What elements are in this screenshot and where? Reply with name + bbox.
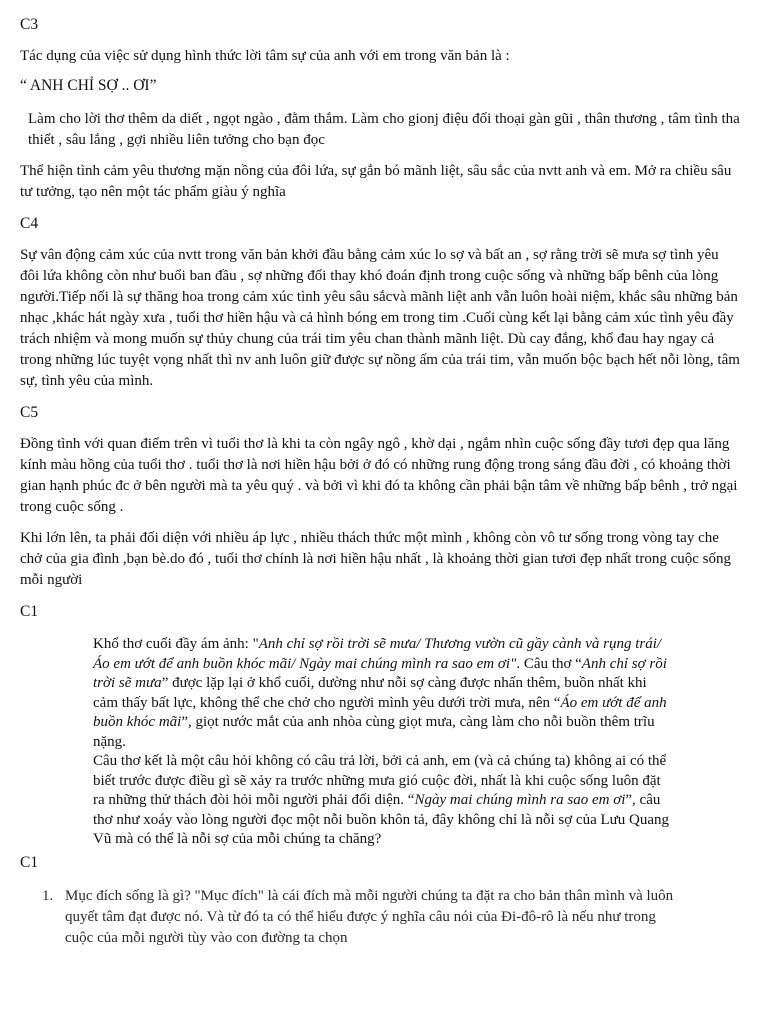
c3-paragraph-1: Làm cho lời thơ thêm da diết , ngọt ngào , đằm thắm. Làm cho gionj điệu đối thoại gàn gũi , thân thương , tâm tình tha thiết , sâu lắng , gợi nhiều liên tưởng cho bạn đọc [28,111,740,148]
c1-poem-quote: Áo em ướt để anh buồn khóc mãi [93,694,667,730]
list-item-text: Mục đích sống là gì? "Mục đích" là cái đích mà mỗi người chúng ta đặt ra cho bản thân mình và luôn quyết tâm đạt được nó. Và từ đó ta có thể hiểu được ý nghĩa câu nói của Đi-đô-rô là nếu như trong cuộc của mỗi người tùy vào con đường ta chọn [65,887,674,946]
c1-poem-quote: Anh chỉ sợ rồi trời sẽ mưa/ Thương vườn cũ gầy cành và rụng trái/ Áo em ướt để anh buồn khóc mãi/ Ngày mai chúng mình ra sao em ơi" [93,636,662,672]
heading-c1-first: C1 [20,603,39,620]
list-item-number: 1. [42,887,54,904]
c3-quote: “ ANH CHỈ SỢ .. ƠI” [20,77,157,94]
c1-text-span: . Câu thơ “ [516,655,582,672]
heading-c4: C4 [20,215,39,232]
c1-text-span: Khổ thơ cuối đầy ám ảnh: " [93,636,259,652]
document-page [20,14,740,949]
numbered-list-item [20,886,683,949]
heading-c3: C3 [20,16,39,33]
c1-analysis-paragraph-1 [93,635,675,752]
c5-paragraph-2: Khi lớn lên, ta phải đối diện với nhiều áp lực , nhiều thách thức một mình , không còn vô tư sống trong vòng tay che chở của gia đình ,bạn bè.do đó , tuổi thơ chính là nơi hiền hậu nhất , là khoảng thời gian tươi đẹp nhất trong cuộc sống mỗi người [20,530,731,588]
c1-text-span: ”, giọt nước mắt của anh nhòa cùng giọt mưa, càng làm cho nỗi buồn thêm trĩu nặng. [93,714,655,750]
c1-text-span: Câu thơ kết là một câu hỏi không có câu trả lời, bởi cả anh, em (và cả chúng ta) không ai có thể biết trước được điều gì sẽ xảy ra trước những mưa gió cuộc đời, nhất là khi cuộc sống luôn đặt ra những thử thách đòi hỏi mỗi người phải đối diện. “ [93,753,667,808]
c1-text-span: ”, câu thơ như xoáy vào lòng người đọc một nỗi buồn khôn tả, đây không chỉ là nỗi sợ của Lưu Quang Vũ mà có thể là nỗi sợ của mỗi chúng ta chăng? [93,792,670,847]
heading-c5: C5 [20,404,39,421]
c4-paragraph-1: Sự vân động cảm xúc của nvtt trong văn bản khởi đầu bằng cảm xúc lo sợ và bất an , sợ rằng trời sẽ mưa sợ tình yêu đôi lứa không còn như buổi ban đầu , sợ những đổi thay khó đoán định trong cuộc sống và những bấp bênh của lòng người.Tiếp nối là sự thăng hoa trong cảm xúc tình yêu sâu sắcvà mãnh liệt anh vẫn luôn hoài niệm, khắc sâu những bản nhạc ,khác hát ngày xưa , tuổi thơ hiền hậu và cả hình bóng em trong tim .Cuối cùng kết lại bằng cảm xúc tình yêu đầy trách nhiệm và mong muốn sự thủy chung của trái tim yêu chan thành mãnh liệt. Dù cay đắng, khổ đau hay ngay cả trong những lúc tuyệt vọng nhất thì nv anh luôn giữ được sự nồng ấm của trái tim, vẫn muốn bộc bạch hết nỗi lòng, tâm sự, tình yêu của mình. [20,247,740,389]
c1-analysis-paragraph-2 [93,752,675,850]
c5-paragraph-1: Đồng tình với quan điểm trên vì tuổi thơ là khi ta còn ngây ngô , khờ dại , ngắm nhìn cuộc sống đầy tươi đẹp qua lăng kính màu hồng của tuổi thơ . tuổi thơ là nơi hiền hậu bởi ở đó có những rung động trong sáng đầu đời , có khoảng thời gian hạnh phúc đc ở bên người mà ta yêu quý . và bởi vì khi đó ta không cần phải bận tâm về những bấp bênh , trở ngại trong cuộc sống . [20,436,738,515]
c3-paragraph-2: Thể hiện tình cảm yêu thương mặn nồng của đôi lứa, sự gắn bó mãnh liệt, sâu sắc của nvtt anh và em. Mở ra chiều sâu tư tưởng, tạo nên một tác phẩm giàu ý nghĩa [20,163,732,200]
heading-c1-second: C1 [20,853,39,871]
c1-text-span: ” được lặp lại ở khổ cuối, dường như nỗi sợ càng được nhấn thêm, buồn nhất khi cảm thấy bất lực, không thể che chở cho người mình yêu dưới trời mưa, nên “ [93,675,647,711]
c1-analysis-block [93,635,675,850]
c1-poem-quote: Anh chỉ sợ rồi trời sẽ mưa [93,655,667,691]
c3-intro-line: Tác dụng của việc sử dụng hình thức lời tâm sự của anh với em trong văn bản là : [20,48,510,64]
c1-poem-quote: Ngày mai chúng mình ra sao em ơi [414,792,626,808]
